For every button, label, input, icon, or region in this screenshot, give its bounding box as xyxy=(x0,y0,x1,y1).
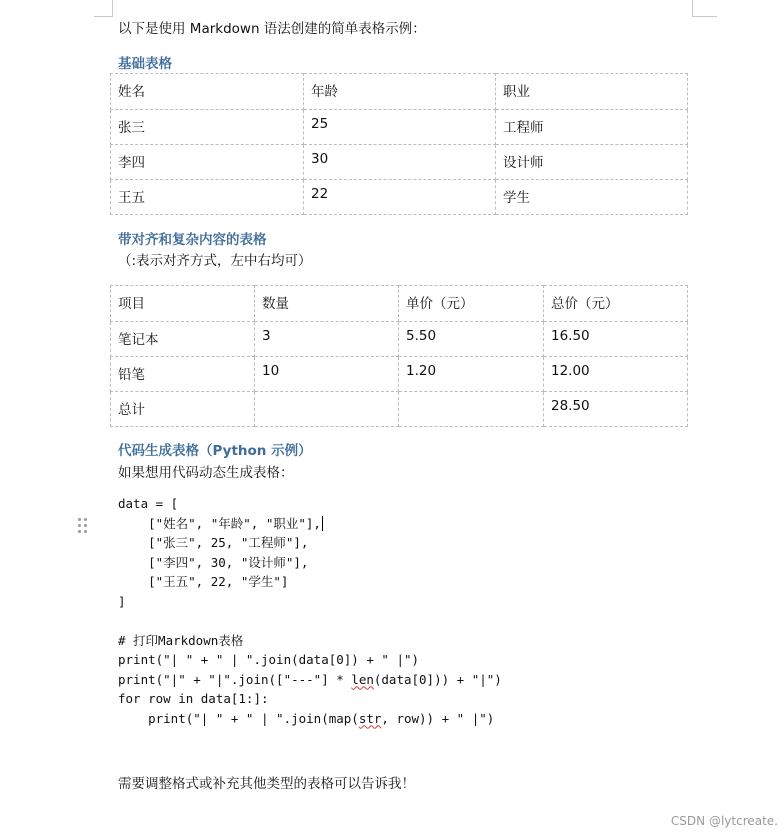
basic-table-cell[interactable]: 职业 xyxy=(496,74,688,110)
section-heading-code-table[interactable]: 代码生成表格（Python 示例） xyxy=(118,443,312,459)
aligned-table-row-0 xyxy=(111,286,688,322)
aligned-table-cell[interactable]: 总价（元） xyxy=(544,286,688,322)
basic-table-cell[interactable]: 工程师 xyxy=(496,110,688,145)
aligned-table-row-3 xyxy=(111,392,688,427)
aligned-table-cell[interactable]: 12.00 xyxy=(544,357,688,392)
aligned-table-cell[interactable]: 5.50 xyxy=(399,322,544,357)
aligned-table-cell[interactable]: 项目 xyxy=(111,286,255,322)
code-line: # 打印Markdown表格 xyxy=(118,632,244,648)
basic-table-cell[interactable]: 张三 xyxy=(111,110,304,145)
code-line: ["张三", 25, "工程师"], xyxy=(118,535,309,550)
alignment-note[interactable]: （:表示对齐方式，左中右均可） xyxy=(118,253,312,269)
aligned-table-cell[interactable]: 3 xyxy=(255,322,399,357)
basic-table-cell[interactable]: 设计师 xyxy=(496,145,688,180)
code-line: print("| " + " | ".join(map(str, row)) + " |") xyxy=(118,710,495,726)
text-cursor xyxy=(322,516,324,531)
code-intro[interactable]: 如果想用代码动态生成表格： xyxy=(118,465,294,481)
section-heading-aligned-table[interactable]: 带对齐和复杂内容的表格 xyxy=(118,232,267,248)
aligned-table-cell[interactable] xyxy=(399,392,544,427)
basic-table-cell[interactable]: 年龄 xyxy=(304,74,496,110)
drag-handle-icon[interactable] xyxy=(78,518,88,534)
aligned-table-cell[interactable]: 28.50 xyxy=(544,392,688,427)
aligned-table-cell[interactable]: 总计 xyxy=(111,392,255,427)
aligned-table-cell[interactable]: 铅笔 xyxy=(111,357,255,392)
basic-table-cell[interactable]: 姓名 xyxy=(111,74,304,110)
aligned-table-cell[interactable]: 数量 xyxy=(255,286,399,322)
code-line: ["姓名", "年龄", "职业"], xyxy=(118,514,502,534)
aligned-table-cell[interactable]: 1.20 xyxy=(399,357,544,392)
intro-paragraph[interactable]: 以下是使用 Markdown 语法创建的简单表格示例： xyxy=(118,21,426,37)
aligned-table[interactable] xyxy=(110,285,688,427)
aligned-table-cell[interactable]: 16.50 xyxy=(544,322,688,357)
code-line: ["王五", 22, "学生"] xyxy=(118,574,289,589)
code-line xyxy=(118,611,502,631)
page-corner-mark-right xyxy=(692,0,717,17)
basic-table-row-0 xyxy=(111,74,688,110)
code-line: print("|" + "|".join(["---"] * len(data[0])) + "|") xyxy=(118,671,502,687)
basic-table-cell[interactable]: 30 xyxy=(304,145,496,180)
code-line: for row in data[1:]: xyxy=(118,691,269,706)
basic-table-row-2 xyxy=(111,145,688,180)
closing-paragraph[interactable]: 需要调整格式或补充其他类型的表格可以告诉我！ xyxy=(118,776,415,792)
basic-table-cell[interactable]: 22 xyxy=(304,180,496,215)
aligned-table-cell[interactable] xyxy=(255,392,399,427)
page-corner-mark-left xyxy=(94,0,113,17)
basic-table-row-3 xyxy=(111,180,688,215)
aligned-table-row-1 xyxy=(111,322,688,357)
basic-table-cell[interactable]: 学生 xyxy=(496,180,688,215)
code-line: print("| " + " | ".join(data[0]) + " |") xyxy=(118,652,420,667)
basic-table-row-1 xyxy=(111,110,688,145)
basic-table-cell[interactable]: 王五 xyxy=(111,180,304,215)
code-line: data = [ xyxy=(118,496,179,511)
aligned-table-cell[interactable]: 笔记本 xyxy=(111,322,255,357)
basic-table-cell[interactable]: 李四 xyxy=(111,145,304,180)
section-heading-basic-table[interactable]: 基础表格 xyxy=(118,56,172,72)
code-block[interactable] xyxy=(118,494,502,728)
basic-table-cell[interactable]: 25 xyxy=(304,110,496,145)
watermark: CSDN @lytcreate. xyxy=(670,814,778,828)
aligned-table-cell[interactable]: 10 xyxy=(255,357,399,392)
code-line: ["李四", 30, "设计师"], xyxy=(118,554,309,570)
code-line: ] xyxy=(118,593,126,609)
aligned-table-row-2 xyxy=(111,357,688,392)
aligned-table-cell[interactable]: 单价（元） xyxy=(399,286,544,322)
basic-table[interactable] xyxy=(110,73,688,215)
